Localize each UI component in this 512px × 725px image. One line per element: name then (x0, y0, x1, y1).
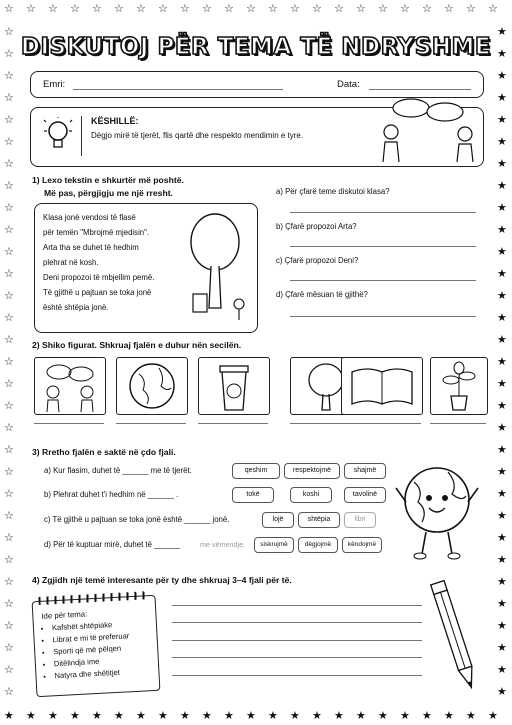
text-line: Arta tha se duhet të hedhim (43, 243, 139, 252)
star-decoration: ★ (158, 709, 168, 722)
star-decoration: ★ (497, 575, 507, 588)
star-decoration: ☆ (4, 135, 14, 148)
name-label: Emri: (43, 79, 66, 90)
writing-line[interactable] (172, 640, 422, 641)
section1-instruction-2: Më pas, përgjigju me një rresht. (44, 188, 173, 198)
question-a: a) Për çfarë teme diskutoi klasa? (276, 187, 390, 196)
text-line: është shtëpia jonë. (43, 303, 109, 312)
option-pill[interactable]: shajmë (344, 463, 386, 479)
star-decoration: ★ (444, 709, 454, 722)
star-decoration: ★ (497, 465, 507, 478)
text-line: për temën "Mbrojmë mjedisin". (43, 228, 150, 237)
star-decoration: ★ (497, 421, 507, 434)
star-decoration: ☆ (4, 289, 14, 302)
date-label: Data: (337, 79, 360, 90)
star-decoration: ★ (224, 709, 234, 722)
star-decoration: ★ (497, 619, 507, 632)
picture-children-talking (34, 357, 106, 415)
question-d: d) Çfarë mësuan të gjithë? (276, 290, 368, 299)
option-pill[interactable]: siskrujmë (254, 537, 294, 553)
option-pill[interactable]: qeshim (232, 463, 280, 479)
idea-item: • Librat e mi të preferuar (52, 631, 129, 644)
star-decoration: ★ (497, 47, 507, 60)
star-decoration: ☆ (4, 2, 14, 15)
star-decoration: ★ (497, 69, 507, 82)
star-decoration: ★ (400, 709, 410, 722)
tip-heading: KËSHILLË: (91, 116, 139, 126)
star-decoration: ★ (202, 709, 212, 722)
question-b: b) Çfarë propozoi Arta? (276, 222, 357, 231)
star-decoration: ★ (497, 333, 507, 346)
star-decoration: ★ (290, 709, 300, 722)
star-decoration: ★ (497, 245, 507, 258)
star-decoration: ☆ (422, 2, 432, 15)
answer-line-d[interactable] (290, 316, 476, 317)
star-decoration: ☆ (202, 2, 212, 15)
tip-text: Dëgjo mirë të tjerët, flis qartë dhe respekto mendimin e tyre. (91, 131, 304, 140)
star-decoration: ☆ (290, 2, 300, 15)
children-talking-illustration (371, 96, 481, 164)
picture-answer-line[interactable] (341, 423, 421, 424)
star-decoration: ★ (497, 597, 507, 610)
star-decoration: ☆ (466, 2, 476, 15)
idea-item: • Ditëlindja ime (54, 655, 131, 668)
star-decoration: ☆ (312, 2, 322, 15)
idea-item: • Kafshët shtëpiake (52, 619, 129, 632)
star-decoration: ☆ (4, 509, 14, 522)
option-pill[interactable]: tavolinë (344, 487, 386, 503)
star-decoration: ☆ (4, 553, 14, 566)
star-decoration: ★ (497, 25, 507, 38)
star-decoration: ☆ (334, 2, 344, 15)
star-decoration: ★ (114, 709, 124, 722)
name-date-box (30, 71, 484, 98)
star-decoration: ☆ (4, 113, 14, 126)
option-pill[interactable]: libri (344, 512, 376, 528)
star-decoration: ★ (497, 201, 507, 214)
lightbulb-icon (43, 117, 73, 155)
star-decoration: ☆ (268, 2, 278, 15)
idea-item: • Natyra dhe shëtitjet (54, 667, 131, 680)
star-decoration: ☆ (92, 2, 102, 15)
star-decoration: ★ (497, 311, 507, 324)
star-decoration: ☆ (4, 179, 14, 192)
picture-recycling-bin (198, 357, 270, 415)
star-decoration: ☆ (4, 421, 14, 434)
star-decoration: ☆ (4, 223, 14, 236)
star-decoration: ★ (497, 91, 507, 104)
star-decoration: ☆ (26, 2, 36, 15)
star-decoration: ★ (497, 179, 507, 192)
picture-earth (116, 357, 188, 415)
star-decoration: ☆ (378, 2, 388, 15)
sentence-b: b) Plehrat duhet t'i hedhim në ______ . (44, 490, 179, 499)
star-decoration: ☆ (246, 2, 256, 15)
star-decoration: ★ (488, 709, 498, 722)
star-decoration: ★ (497, 641, 507, 654)
star-decoration: ★ (334, 709, 344, 722)
ideas-list (30, 619, 132, 684)
picture-answer-line[interactable] (116, 423, 186, 424)
reading-text-box (34, 203, 258, 333)
star-decoration: ☆ (4, 597, 14, 610)
star-decoration: ★ (312, 709, 322, 722)
star-decoration: ☆ (444, 2, 454, 15)
star-decoration: ☆ (488, 2, 498, 15)
star-decoration: ★ (497, 267, 507, 280)
date-field[interactable] (369, 89, 471, 90)
star-decoration: ★ (497, 487, 507, 500)
star-decoration: ☆ (4, 575, 14, 588)
option-pill[interactable]: lojë (262, 512, 294, 528)
section4-instruction: 4) Zgjidh një temë interesante për ty dhe shkruaj 3–4 fjali për të. (32, 575, 292, 585)
answer-line-b[interactable] (290, 246, 476, 247)
star-decoration: ★ (497, 157, 507, 170)
star-decoration: ☆ (180, 2, 190, 15)
option-pill[interactable]: dëgjojmë (298, 537, 338, 553)
star-decoration: ☆ (4, 311, 14, 324)
star-decoration: ★ (497, 355, 507, 368)
star-decoration: ★ (497, 663, 507, 676)
sentence-c: c) Të gjithë u pajtuan se toka jonë është ______ jonë. (44, 515, 230, 524)
star-decoration: ★ (497, 443, 507, 456)
picture-answer-line[interactable] (34, 423, 104, 424)
star-decoration: ☆ (4, 399, 14, 412)
star-decoration: ☆ (158, 2, 168, 15)
ideas-title: Ide për tema: (41, 609, 88, 621)
star-decoration: ☆ (4, 69, 14, 82)
star-decoration: ★ (422, 709, 432, 722)
star-decoration: ☆ (4, 619, 14, 632)
picture-answer-line[interactable] (430, 423, 486, 424)
star-decoration: ★ (497, 531, 507, 544)
star-decoration: ☆ (4, 377, 14, 390)
text-line: Të gjithë u pajtuan se toka jonë (43, 288, 152, 297)
star-decoration: ☆ (4, 531, 14, 544)
tip-divider (81, 116, 82, 156)
star-decoration: ★ (497, 553, 507, 566)
star-decoration: ☆ (4, 465, 14, 478)
star-decoration: ★ (4, 709, 14, 722)
star-decoration: ★ (246, 709, 256, 722)
name-field[interactable] (73, 89, 283, 90)
option-pill[interactable]: këndojmë (342, 537, 382, 553)
star-decoration: ☆ (400, 2, 410, 15)
option-pill[interactable]: respektojmë (284, 463, 340, 479)
option-pill[interactable]: tokë (232, 487, 274, 503)
section2-instruction: 2) Shiko figurat. Shkruaj fjalën e duhur nën secilën. (32, 340, 242, 350)
pencil-icon (430, 578, 480, 696)
picture-plant (430, 357, 488, 415)
sentence-d: d) Për të kuptuar mirë, duhet të ______ (44, 540, 181, 549)
star-decoration: ☆ (4, 641, 14, 654)
star-decoration: ★ (26, 709, 36, 722)
writing-line[interactable] (172, 622, 422, 623)
earth-mascot-illustration (392, 458, 482, 562)
star-decoration: ★ (497, 377, 507, 390)
text-line: Klasa jonë vendosi të flasë (43, 213, 136, 222)
star-decoration: ★ (356, 709, 366, 722)
star-decoration: ★ (497, 223, 507, 236)
star-decoration: ★ (497, 685, 507, 698)
writing-line[interactable] (172, 657, 422, 658)
star-decoration: ★ (497, 289, 507, 302)
star-decoration: ☆ (48, 2, 58, 15)
star-decoration: ★ (268, 709, 278, 722)
star-decoration: ★ (136, 709, 146, 722)
star-decoration: ★ (497, 113, 507, 126)
text-line: Deni propozoi të mbjellim pemë. (43, 273, 155, 282)
star-decoration: ★ (466, 709, 476, 722)
ideas-notebook (32, 595, 161, 697)
star-decoration: ☆ (114, 2, 124, 15)
sentence-a: a) Kur flasim, duhet të ______ me të tjerët. (44, 466, 192, 475)
star-decoration: ☆ (4, 267, 14, 280)
star-decoration: ☆ (4, 685, 14, 698)
star-decoration: ☆ (4, 157, 14, 170)
star-decoration: ☆ (4, 91, 14, 104)
sentence-d-hint: me vëmendje. (200, 540, 246, 549)
writing-line[interactable] (172, 605, 422, 606)
question-c: c) Çfarë propozoi Deni? (276, 256, 359, 265)
star-decoration: ☆ (4, 201, 14, 214)
star-decoration: ★ (48, 709, 58, 722)
notebook-spiral (38, 591, 148, 605)
star-decoration: ☆ (4, 443, 14, 456)
star-decoration: ☆ (70, 2, 80, 15)
text-line: plehrat në kosh. (43, 258, 99, 267)
star-decoration: ★ (497, 135, 507, 148)
star-decoration: ☆ (136, 2, 146, 15)
star-decoration: ☆ (224, 2, 234, 15)
star-decoration: ★ (378, 709, 388, 722)
star-decoration: ☆ (4, 355, 14, 368)
tree-illustration (185, 210, 253, 328)
star-decoration: ☆ (4, 245, 14, 258)
star-decoration: ☆ (4, 333, 14, 346)
picture-answer-line[interactable] (198, 423, 268, 424)
star-decoration: ★ (497, 399, 507, 412)
picture-book (341, 357, 423, 415)
idea-item: • Sporti që më pëlqen (53, 643, 130, 656)
section3-instruction: 3) Rretho fjalën e saktë në çdo fjali. (32, 447, 176, 457)
option-pill[interactable]: shtëpia (298, 512, 340, 528)
star-decoration: ★ (70, 709, 80, 722)
star-decoration: ☆ (356, 2, 366, 15)
star-decoration: ☆ (4, 25, 14, 38)
star-decoration: ☆ (4, 663, 14, 676)
page-title: DISKUTOJ PËR TEMA TË NDRYSHME (20, 34, 492, 60)
star-decoration: ★ (92, 709, 102, 722)
star-decoration: ★ (180, 709, 190, 722)
answer-line-c[interactable] (290, 280, 476, 281)
star-decoration: ☆ (4, 487, 14, 500)
option-pill[interactable]: koshi (290, 487, 332, 503)
star-decoration: ☆ (4, 47, 14, 60)
tip-box (30, 107, 484, 167)
answer-line-a[interactable] (290, 212, 476, 213)
section1-instruction: 1) Lexo tekstin e shkurtër më poshtë. (32, 175, 184, 185)
writing-line[interactable] (172, 675, 422, 676)
star-decoration: ★ (497, 509, 507, 522)
